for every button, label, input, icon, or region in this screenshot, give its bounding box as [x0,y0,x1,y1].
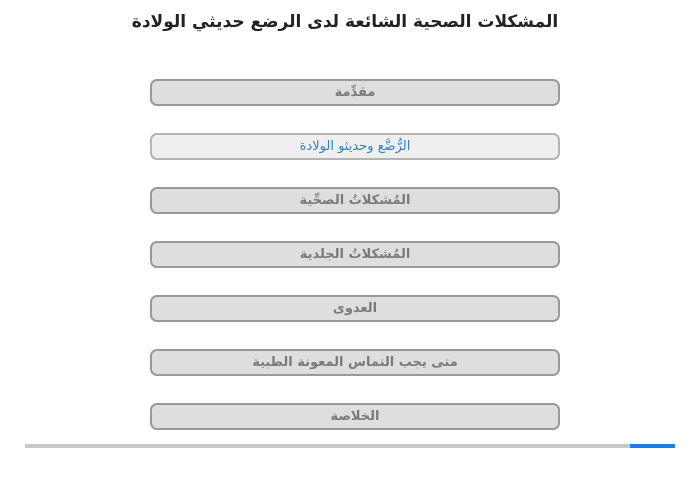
menu-item-when-to-seek-help[interactable]: متى يجب التماس المعونة الطبية [150,349,560,376]
progress-bar [25,444,675,448]
chapter-menu [150,79,560,457]
menu-item-introduction[interactable]: مقدِّمة [150,79,560,106]
menu-item-infants-newborns[interactable]: الرُّضَّع وحديثو الولادة [150,133,560,160]
menu-item-summary[interactable]: الخلاصة [150,403,560,430]
progress-bar-fill [630,444,676,448]
page-title: المشكلات الصحية الشائعة لدى الرضع حديثي الولادة [131,12,559,32]
menu-item-health-problems[interactable]: المُشكلاتُ الصحِّية [150,187,560,214]
menu-item-skin-problems[interactable]: المُشكلاتُ الجلدية [150,241,560,268]
menu-item-infection[interactable]: العدوى [150,295,560,322]
